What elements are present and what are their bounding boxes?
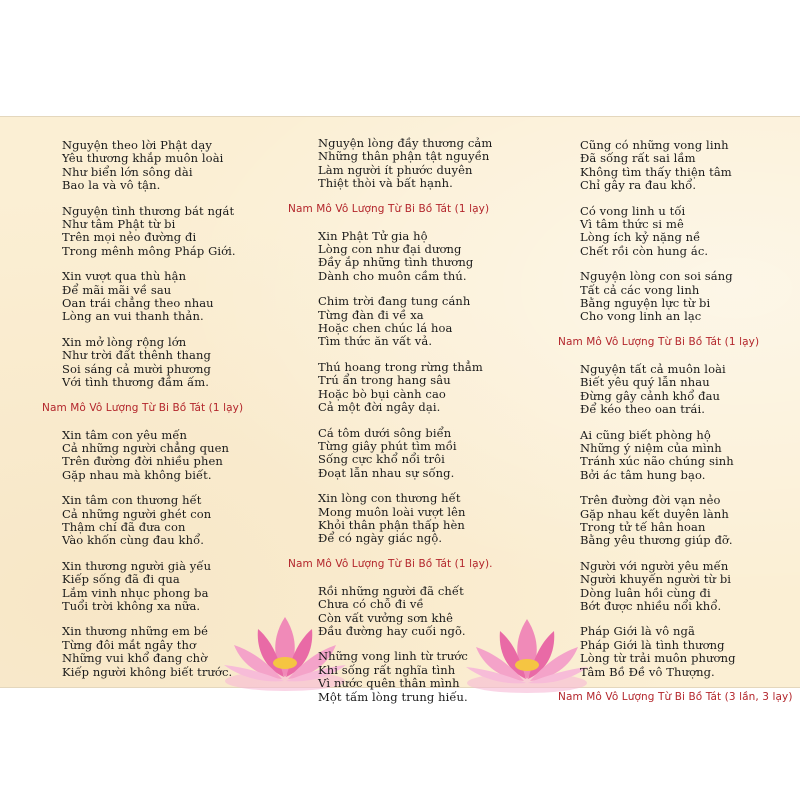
verse-line: Để mãi mãi về sau bbox=[62, 282, 172, 297]
verse-line: Chết rồi còn hung ác. bbox=[580, 243, 709, 258]
verse-line: Soi sáng cả mười phương bbox=[62, 361, 212, 376]
verse-line: Trong mênh mông Pháp Giới. bbox=[62, 243, 236, 258]
verse-line: Chưa có chỗ đi về bbox=[318, 597, 424, 612]
verse-line: Cả một đời ngây dại. bbox=[318, 400, 441, 415]
verse-line: Nguyện tình thương bát ngát bbox=[62, 203, 235, 218]
verse-line: Những thân phận tật nguyền bbox=[318, 149, 490, 164]
verse-line: Dòng luân hồi cùng đi bbox=[580, 585, 711, 600]
poem-stanza bbox=[580, 494, 793, 548]
verse-line: Xin lòng con thương hết bbox=[318, 491, 461, 506]
verse-line: Trên đường đời vạn nẻo bbox=[580, 493, 721, 508]
verse-line: Sống cực khổ nổi trôi bbox=[318, 452, 445, 467]
verse-line: Yêu thương khắp muôn loài bbox=[62, 151, 224, 166]
poem-stanza bbox=[580, 625, 793, 679]
verse-line: Pháp Giới là vô ngã bbox=[580, 624, 695, 639]
verse-line: Có vong linh u tối bbox=[580, 203, 686, 218]
verse-line: Như tâm Phật từ bi bbox=[62, 217, 176, 232]
verse-line: Lòng từ trải muôn phương bbox=[580, 651, 736, 666]
poem-column-3 bbox=[558, 138, 793, 718]
verse-line: Trên mọi nẻo đường đi bbox=[62, 230, 197, 245]
verse-line: Nguyện lòng đầy thương cảm bbox=[318, 136, 493, 150]
verse-line: Đừng gây cảnh khổ đau bbox=[580, 388, 721, 403]
verse-line: Lòng ích kỷ nặng nề bbox=[580, 230, 701, 245]
verse-line: Cá tôm dưới sông biển bbox=[318, 425, 452, 440]
chant-line: Nam Mô Vô Lượng Từ Bi Bồ Tát (1 lạy). bbox=[288, 557, 493, 570]
poem-stanza bbox=[62, 625, 243, 679]
verse-line: Lắm vinh nhục phong ba bbox=[62, 585, 209, 600]
verse-line: Thiệt thòi và bất hạnh. bbox=[318, 176, 453, 191]
verse-line: Để có ngày giác ngộ. bbox=[318, 531, 443, 546]
verse-line: Nguyện lòng con soi sáng bbox=[580, 269, 733, 284]
verse-line: Lòng con như đại dương bbox=[318, 242, 462, 257]
chant-line: Nam Mô Vô Lượng Từ Bi Bồ Tát (1 lạy) bbox=[42, 401, 244, 414]
poem-stanza bbox=[62, 336, 243, 390]
poem-stanza bbox=[318, 295, 493, 349]
verse-line: Tuổi trời không xa nữa. bbox=[62, 598, 201, 613]
poem-stanza bbox=[318, 492, 493, 546]
verse-line: Đoạt lẫn nhau sự sống. bbox=[318, 465, 455, 480]
verse-line: Trên đường đời nhiều phen bbox=[62, 454, 223, 469]
poem-stanza bbox=[580, 560, 793, 614]
poem-stanza bbox=[62, 494, 243, 548]
verse-line: Gặp nhau mà không biết. bbox=[62, 467, 212, 482]
verse-line: Cả những người ghét con bbox=[62, 506, 212, 521]
verse-line: Làm người ít phước duyên bbox=[318, 162, 473, 177]
verse-line: Xin thương người già yếu bbox=[62, 558, 212, 573]
verse-line: Bao la và vô tận. bbox=[62, 178, 161, 193]
verse-line: Những vui khổ đang chờ bbox=[62, 651, 208, 666]
verse-line: Xin mở lòng rộng lớn bbox=[62, 334, 187, 349]
verse-line: Vào khốn cùng đau khổ. bbox=[62, 533, 204, 548]
poem-column-2 bbox=[288, 136, 493, 716]
verse-line: Người khuyến người từ bi bbox=[580, 572, 732, 587]
verse-line: Rồi những người đã chết bbox=[318, 583, 464, 598]
verse-line: Oan trái chẳng theo nhau bbox=[62, 296, 214, 311]
verse-line: Từng giây phút tìm mồi bbox=[318, 438, 457, 453]
verse-line: Xin Phật Tử gia hộ bbox=[318, 228, 428, 243]
verse-line: Nguyện theo lời Phật dạy bbox=[62, 138, 212, 152]
poem-stanza bbox=[318, 650, 493, 704]
verse-line: Tâm Bồ Đề vô Thượng. bbox=[580, 664, 715, 679]
poem-stanza bbox=[318, 585, 493, 639]
verse-line: Tìm thức ăn vất vả. bbox=[318, 334, 433, 349]
poem-stanza bbox=[318, 137, 493, 191]
verse-line: Mong muôn loài vượt lên bbox=[318, 504, 466, 519]
verse-line: Còn vất vưởng sơn khê bbox=[318, 610, 454, 625]
verse-line: Những ý niệm của mình bbox=[580, 440, 722, 455]
poem-stanza bbox=[62, 560, 243, 614]
verse-line: Nguyện tất cả muôn loài bbox=[580, 361, 726, 376]
verse-line: Thú hoang trong rừng thẳm bbox=[318, 359, 483, 374]
verse-line: Cả những người chẳng quen bbox=[62, 440, 229, 455]
verse-line: Không tìm thấy thiện tâm bbox=[580, 164, 732, 179]
verse-line: Chim trời đang tung cánh bbox=[318, 294, 471, 309]
verse-line: Chỉ gây ra đau khổ. bbox=[580, 178, 697, 193]
verse-line: Trong tử tế hân hoan bbox=[580, 519, 706, 534]
verse-line: Gặp nhau kết duyên lành bbox=[580, 506, 729, 521]
verse-line: Xin vượt qua thù hận bbox=[62, 269, 187, 284]
verse-line: Thậm chí đã đưa con bbox=[62, 519, 186, 534]
verse-line: Tất cả các vong linh bbox=[580, 282, 700, 297]
verse-line: Bằng yêu thương giúp đỡ. bbox=[580, 533, 733, 548]
verse-line: Xin tâm con yêu mến bbox=[62, 427, 188, 442]
verse-line: Cũng có những vong linh bbox=[580, 138, 729, 152]
verse-line: Khỏi thân phận thấp hèn bbox=[318, 517, 465, 532]
poem-stanza bbox=[580, 139, 793, 193]
verse-line: Bằng nguyện lực từ bi bbox=[580, 296, 711, 311]
verse-line: Bớt được nhiều nổi khổ. bbox=[580, 598, 722, 613]
poem-stanza bbox=[318, 427, 493, 481]
verse-line: Bởi ác tâm hung bạo. bbox=[580, 467, 706, 482]
verse-line: Dành cho muôn cầm thú. bbox=[318, 268, 467, 283]
verse-line: Những vong linh từ trước bbox=[318, 649, 468, 664]
verse-line: Tránh xúc não chúng sinh bbox=[580, 454, 734, 469]
verse-line: Cho vong linh an lạc bbox=[580, 309, 702, 324]
verse-line: Từng đôi mắt ngây thơ bbox=[62, 637, 196, 652]
verse-line: Lòng an vui thanh thản. bbox=[62, 309, 204, 324]
verse-line: Để kéo theo oan trái. bbox=[580, 402, 706, 417]
poem-stanza bbox=[62, 270, 243, 324]
chant-line: Nam Mô Vô Lượng Từ Bi Bồ Tát (3 lần, 3 lạy) bbox=[558, 691, 793, 703]
chant-line: Nam Mô Vô Lượng Từ Bi Bồ Tát (1 lạy) bbox=[288, 202, 490, 215]
prayer-sheet bbox=[0, 116, 800, 704]
poem-stanza bbox=[580, 429, 793, 483]
verse-line: Hoặc chen chúc lá hoa bbox=[318, 321, 453, 336]
verse-line: Như trời đất thênh thang bbox=[62, 348, 211, 363]
poem-stanza bbox=[62, 205, 243, 259]
poem-stanza bbox=[318, 361, 493, 415]
poem-stanza bbox=[580, 205, 793, 259]
verse-line: Vì nước quên thân mình bbox=[318, 676, 460, 691]
verse-line: Vì tâm thức si mê bbox=[580, 217, 684, 232]
verse-line: Kiếp người không biết trước. bbox=[62, 664, 233, 679]
poem-stanza bbox=[62, 139, 243, 193]
verse-line: Hoặc bò bụi cành cao bbox=[318, 386, 446, 401]
verse-line: Xin tâm con thương hết bbox=[62, 493, 202, 508]
verse-line: Xin thương những em bé bbox=[62, 624, 209, 639]
poem-stanza bbox=[62, 429, 243, 483]
poem-stanza bbox=[318, 230, 493, 284]
verse-line: Người với người yêu mến bbox=[580, 558, 729, 573]
verse-line: Pháp Giới là tình thương bbox=[580, 637, 725, 652]
verse-line: Biết yêu quý lẫn nhau bbox=[580, 375, 710, 390]
poem-column-1 bbox=[42, 138, 244, 691]
chant-line: Nam Mô Vô Lượng Từ Bi Bồ Tát (1 lạy) bbox=[558, 335, 760, 348]
verse-line: Với tình thương đầm ấm. bbox=[62, 375, 209, 390]
verse-line: Từng đàn đi về xa bbox=[318, 307, 424, 322]
verse-line: Kiếp sống đã đi qua bbox=[62, 572, 180, 587]
verse-line: Đầu đường hay cuối ngõ. bbox=[318, 623, 466, 638]
verse-line: Đầy ắp những tình thương bbox=[318, 255, 474, 270]
verse-line: Một tấm lòng trung hiếu. bbox=[318, 689, 468, 704]
verse-line: Ai cũng biết phòng hộ bbox=[580, 427, 711, 442]
poem-stanza bbox=[580, 270, 793, 324]
verse-line: Trú ẩn trong hang sâu bbox=[318, 373, 451, 388]
verse-line: Khi sống rất nghĩa tình bbox=[318, 662, 456, 677]
poem-stanza bbox=[580, 363, 793, 417]
verse-line: Như biển lớn sông dài bbox=[62, 164, 193, 179]
verse-line: Đã sống rất sai lầm bbox=[580, 151, 696, 166]
